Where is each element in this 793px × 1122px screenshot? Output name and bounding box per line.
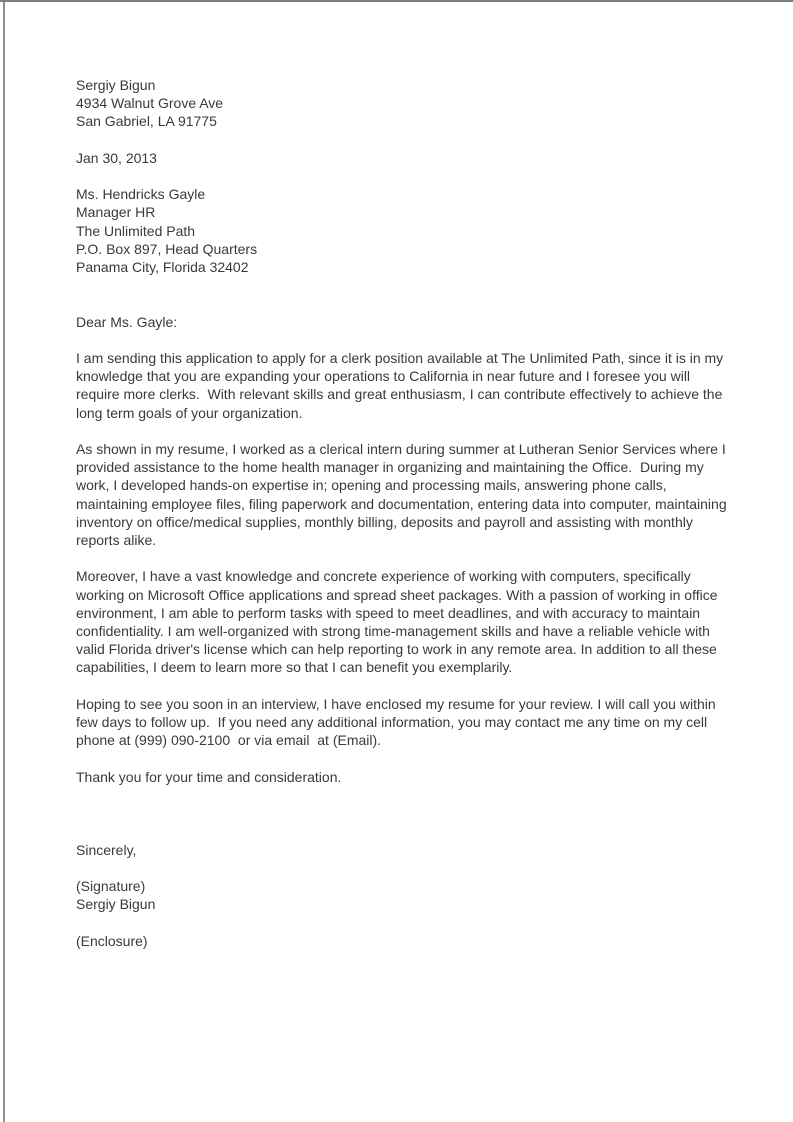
recipient-name: Ms. Hendricks Gayle [76,186,206,203]
recipient-address-line1: P.O. Box 897, Head Quarters [76,240,258,257]
recipient-title: Manager HR [76,204,156,221]
salutation-text: Dear Ms. Gayle: [76,313,178,330]
thank-you-line: Thank you for your time and consideration. [76,768,342,785]
closing-text: Sincerely, [76,841,137,858]
signature-placeholder: (Signature) [76,878,146,895]
sender-address-block [76,76,734,131]
letter-body [76,76,734,968]
enclosure-note: (Enclosure) [76,932,148,949]
letter-date: Jan 30, 2013 [76,149,157,166]
paragraph-follow-up: Hoping to see you soon in an interview, I have enclosed my resume for your review. I will call you within few days to follow up. If you need any additional information, you may contact me any time on my cell phone at (999) 090-2100 or via email at (Email). [76,695,720,749]
date-block [76,149,734,167]
signature-name: Sergiy Bigun [76,896,156,913]
enclosure-block [76,932,734,950]
recipient-company: The Unlimited Path [76,222,196,239]
paragraph-skills: Moreover, I have a vast knowledge and concrete experience of working with computers, specifically working on Microsoft Office applications and spread sheet packages. With a passion of working in office environment, I am able to perform tasks with speed to meet deadlines, and with accuracy to maintain confidentiality. I am well-organized with strong time-management skills and have a reliable vehicle with valid Florida driver's license which can help reporting to work in any remote area. In addition to all these capabilities, I deem to learn more so that I can benefit you exemplarily. [76,568,722,676]
closing [76,841,734,859]
recipient-address-line2: Panama City, Florida 32402 [76,259,249,275]
sender-name: Sergiy Bigun [76,77,156,93]
page-left-edge [3,2,5,1122]
signature-block [76,877,734,913]
page-top-edge [0,0,793,2]
paragraph-experience: As shown in my resume, I worked as a clerical intern during summer at Lutheran Senior Services where I provided assistance to the home health manager in organizing and maintaining the Office. During my work, I developed hands-on expertise in; opening and processing mails, answering phone calls, maintaining employee files, filing paperwork and documentation, entering data into computer, maintaining inventory on office/medical supplies, monthly billing, deposits and payroll and assisting with monthly reports alike. [76,440,731,548]
recipient-address-block [76,185,734,276]
salutation [76,313,734,331]
paragraph-introduction: I am sending this application to apply for a clerk position available at The Unlimited Path, since it is in my knowledge that you are expanding your operations to California in near future and I foresee you will require more clerks. With relevant skills and great enthusiasm, I can contribute effectively to achieve the long term goals of your organization. [76,349,728,421]
sender-address-line2: San Gabriel, LA 91775 [76,113,217,130]
sender-address-line1: 4934 Walnut Grove Ave [76,95,224,112]
